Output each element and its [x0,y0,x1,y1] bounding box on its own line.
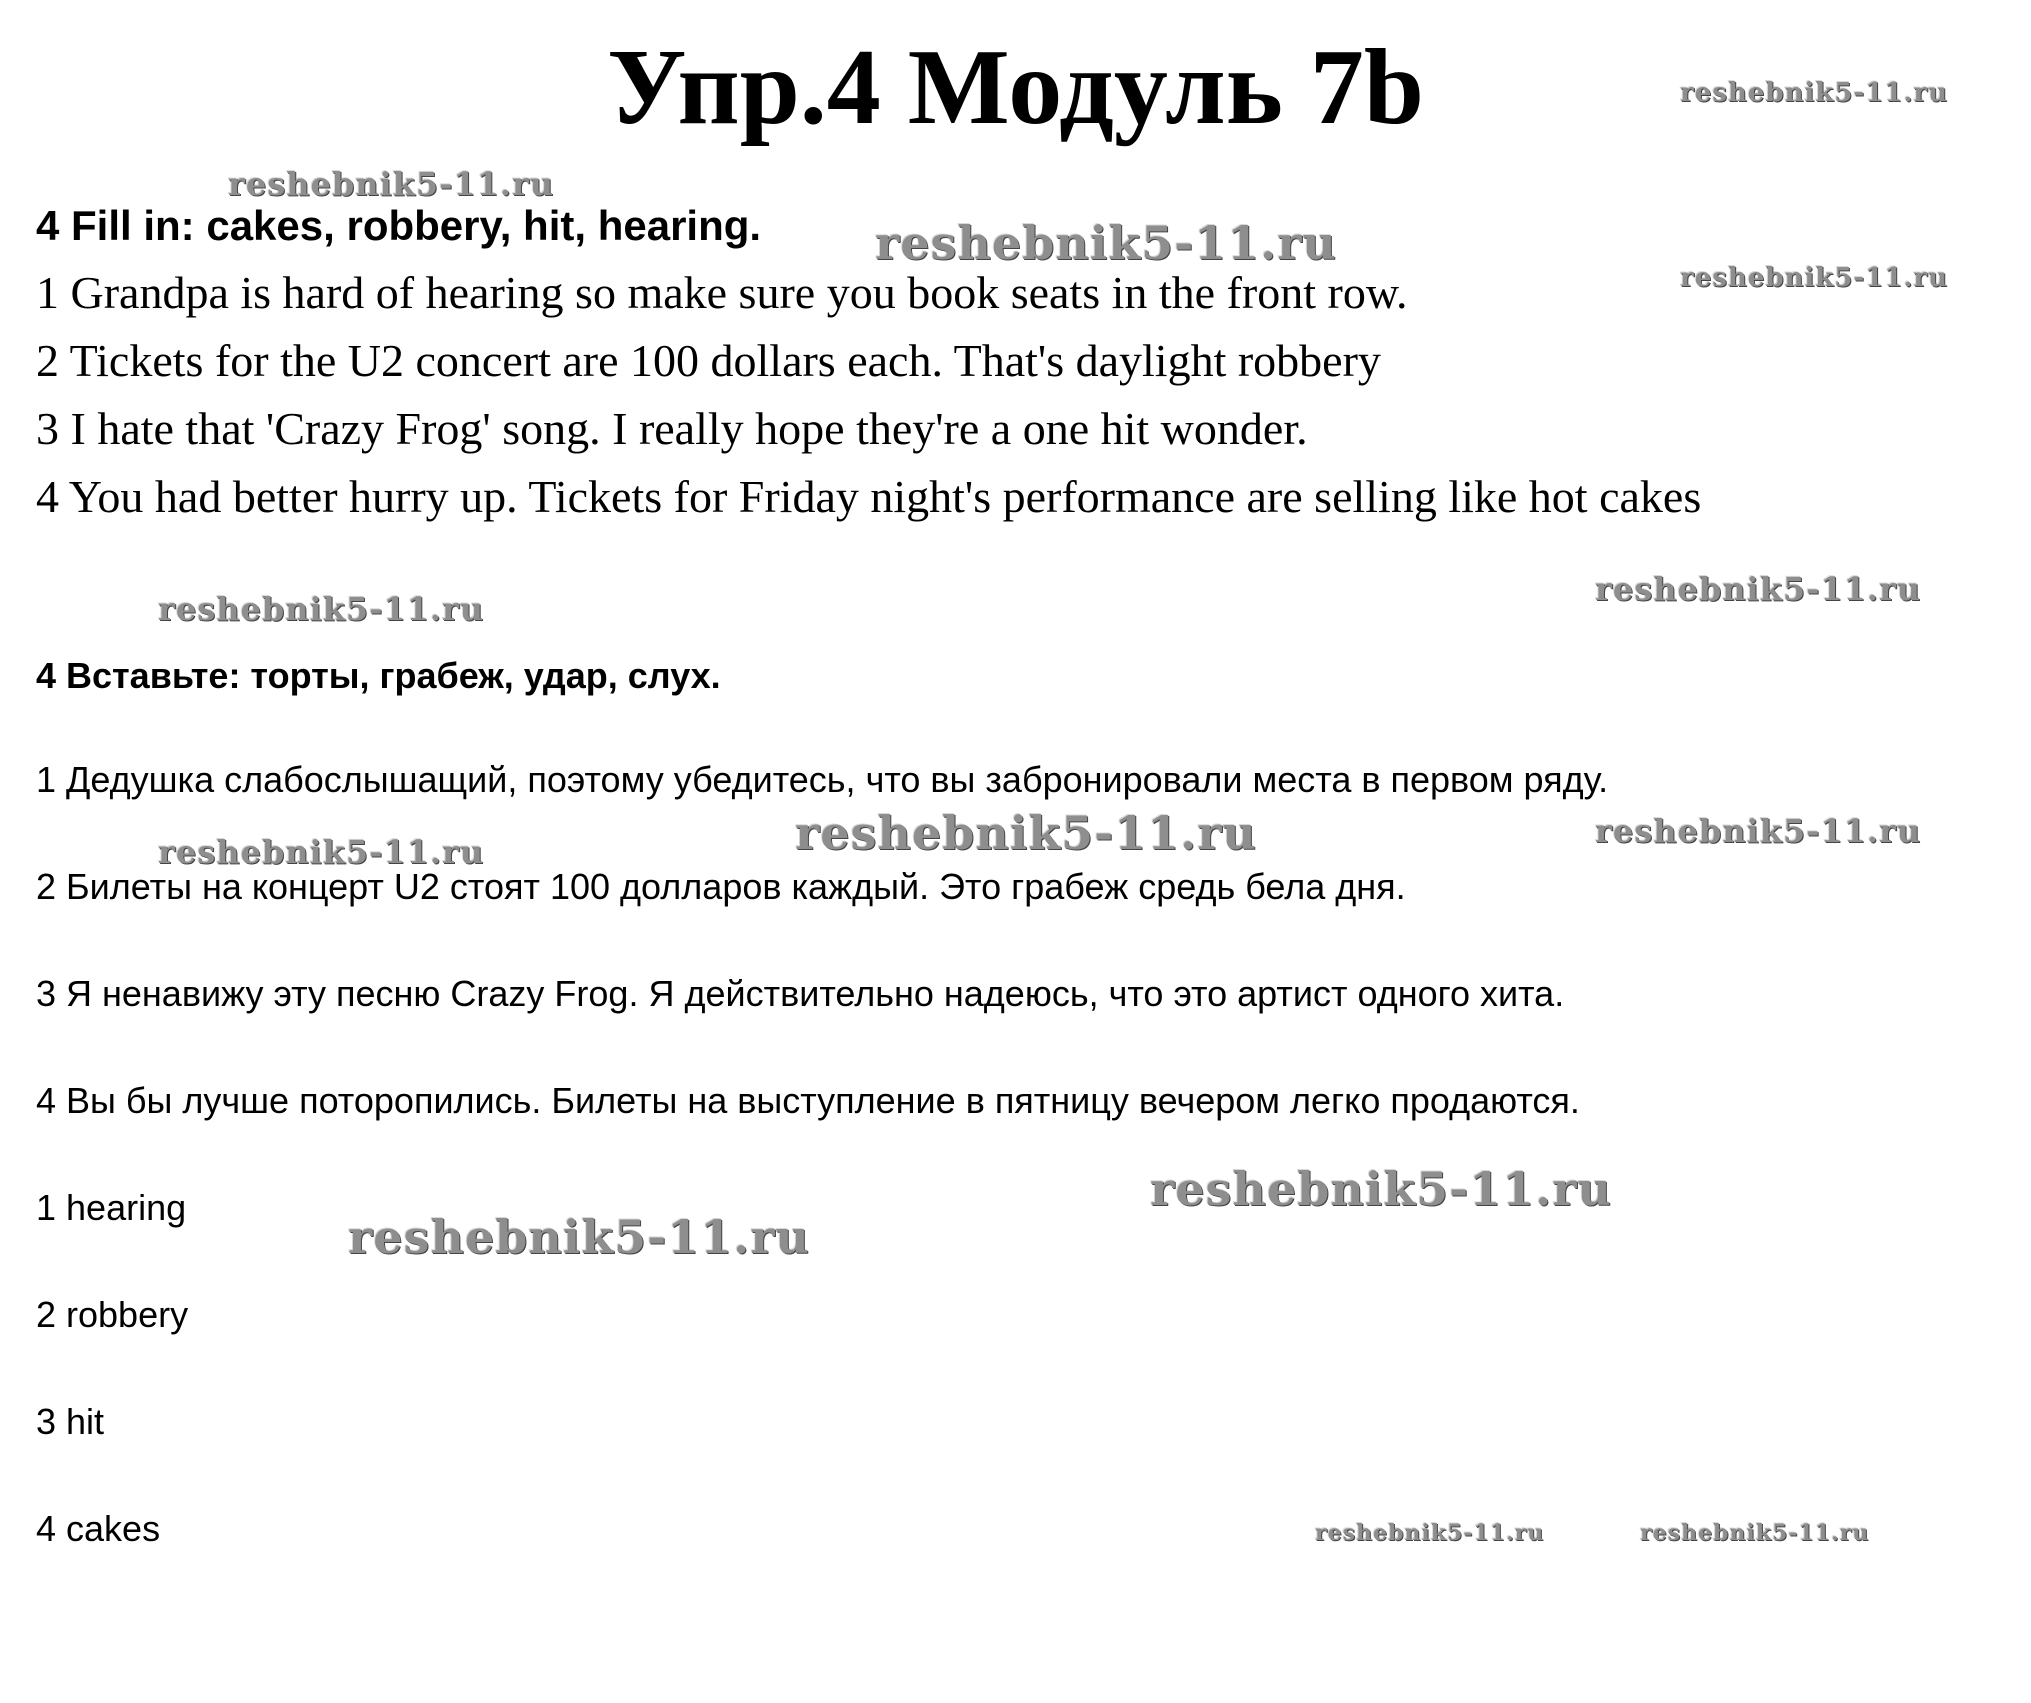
watermark: reshebnik5-11.ru [795,806,1257,860]
watermark: reshebnik5-11.ru [348,1210,810,1264]
answer-3: 3 hit [36,1401,105,1442]
watermark: reshebnik5-11.ru [228,165,555,203]
watermark: reshebnik5-11.ru [158,590,485,628]
russian-heading: 4 Вставьте: торты, грабеж, удар, слух. [36,655,721,696]
russian-line-4: 4 Вы бы лучше поторопились. Билеты на выступление в пятницу вечером легко продаются. [36,1080,1580,1121]
page-title: Упр.4 Модуль 7b [607,28,1424,147]
english-heading: 4 Fill in: cakes, robbery, hit, hearing. [36,202,762,249]
watermark: reshebnik5-11.ru [1315,1520,1545,1546]
watermark: reshebnik5-11.ru [158,833,485,871]
watermark: reshebnik5-11.ru [875,216,1337,270]
watermark: reshebnik5-11.ru [1595,570,1922,608]
english-line-2: 2 Tickets for the U2 concert are 100 dollars each. That's daylight robbery [36,335,1381,386]
watermark: reshebnik5-11.ru [1640,1520,1870,1546]
russian-line-3: 3 Я ненавижу эту песню Crazy Frog. Я действительно надеюсь, что это артист одного хита. [36,973,1565,1014]
english-line-1: 1 Grandpa is hard of hearing so make sure you book seats in the front row. [36,267,1408,318]
watermark: reshebnik5-11.ru [1595,812,1922,850]
watermark: reshebnik5-11.ru [1680,78,1949,108]
watermark: reshebnik5-11.ru [1680,263,1949,293]
watermark: reshebnik5-11.ru [1150,1162,1612,1216]
english-line-4: 4 You had better hurry up. Tickets for Friday night's performance are selling like hot cakes [36,471,1702,522]
answer-4: 4 cakes [36,1508,161,1549]
english-line-3: 3 I hate that 'Crazy Frog' song. I really hope they're a one hit wonder. [36,403,1308,454]
russian-line-1: 1 Дедушка слабослышащий, поэтому убедитесь, что вы забронировали места в первом ряду. [36,759,1609,800]
answer-2: 2 robbery [36,1294,189,1335]
russian-line-2: 2 Билеты на концерт U2 стоят 100 долларов каждый. Это грабеж средь бела дня. [36,866,1406,907]
answer-1: 1 hearing [36,1187,187,1228]
